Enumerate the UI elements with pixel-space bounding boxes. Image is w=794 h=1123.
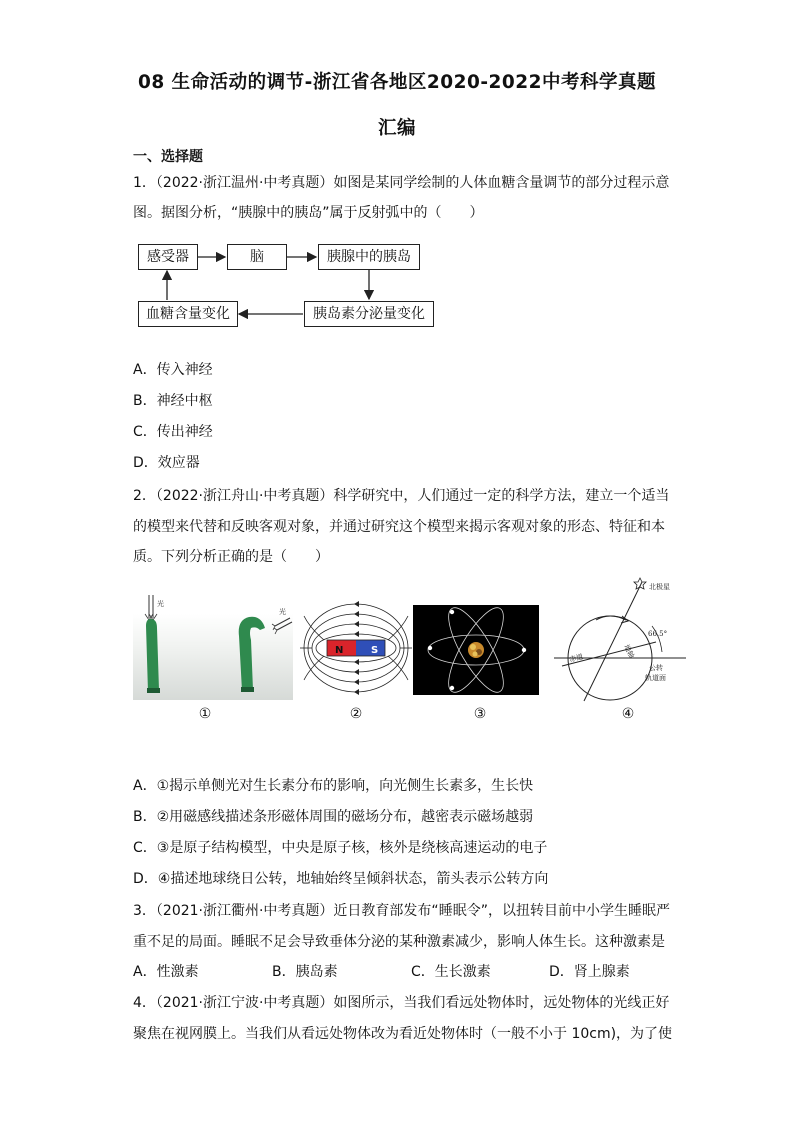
seedling-straight bbox=[146, 619, 159, 692]
section-heading: 一、选择题 bbox=[133, 149, 203, 165]
orbit-label-2: 轨道面 bbox=[645, 674, 666, 682]
q3-option-a: A．性激素 bbox=[133, 964, 199, 980]
q2-option-a: A．①揭示单侧光对生长素分布的影响，向光侧生长素多，生长快 bbox=[133, 778, 534, 794]
figure-caption-3: ③ bbox=[473, 706, 487, 722]
q4-stem-line2: 聚焦在视网膜上。当我们从看远处物体改为看近处物体时（一般不小于 10cm)，为了使 bbox=[133, 1026, 673, 1042]
figure-magnet-field bbox=[300, 598, 412, 696]
figure-atom-model bbox=[413, 605, 539, 695]
magnet-n-label: N bbox=[335, 645, 344, 656]
flow-box-brain: 脑 bbox=[227, 244, 287, 270]
magnet-s-label: S bbox=[371, 645, 379, 656]
q2-option-d: D．④描述地球绕日公转，地轴始终呈倾斜状态，箭头表示公转方向 bbox=[133, 871, 549, 887]
orbit-label-1: 公转 bbox=[649, 664, 663, 672]
q3-stem-line1: 3．（2021·浙江衢州·中考真题）近日教育部发布“睡眠令”，以扭转目前中小学生睡眠严 bbox=[133, 903, 670, 919]
q1-option-d: D．效应器 bbox=[133, 455, 200, 471]
q3-option-d: D．肾上腺素 bbox=[549, 964, 630, 980]
q2-option-c: C．③是原子结构模型，中央是原子核，核外是绕核高速运动的电子 bbox=[133, 840, 548, 856]
q1-option-b: B．神经中枢 bbox=[133, 393, 213, 409]
flow-box-receptor: 感受器 bbox=[138, 244, 198, 270]
flow-box-glucose: 血糖含量变化 bbox=[138, 301, 238, 327]
flow-arrows bbox=[0, 0, 794, 400]
figure-earth-tilt bbox=[552, 576, 692, 704]
q1-option-a: A．传入神经 bbox=[133, 362, 213, 378]
angle-label: 66.5° bbox=[648, 630, 668, 638]
document-title-line1: 08 生命活动的调节-浙江省各地区2020-2022中考科学真题 bbox=[137, 72, 657, 93]
figure-caption-2: ② bbox=[349, 706, 363, 722]
document-title-line2: 汇编 bbox=[377, 118, 416, 139]
figure-phototropism bbox=[133, 592, 293, 700]
q1-stem-line1: 1．（2022·浙江温州·中考真题）如图是某同学绘制的人体血糖含量调节的部分过程示意 bbox=[133, 175, 670, 191]
q2-stem-line2: 的模型来代替和反映客观对象，并通过研究这个模型来揭示客观对象的形态、特征和本 bbox=[133, 519, 665, 535]
figure-caption-1: ① bbox=[198, 706, 212, 722]
q3-stem-line2: 重不足的局面。睡眠不足会导致垂体分泌的某种激素减少，影响人体生长。这种激素是 bbox=[133, 934, 665, 950]
light-label-1: 光 bbox=[157, 600, 164, 608]
q4-stem-line1: 4．（2021·浙江宁波·中考真题）如图所示，当我们看远处物体时，远处物体的光线正好 bbox=[133, 995, 670, 1011]
q2-stem-line1: 2．（2022·浙江舟山·中考真题）科学研究中，人们通过一定的科学方法，建立一个适当 bbox=[133, 488, 670, 504]
q3-option-b: B．胰岛素 bbox=[272, 964, 338, 980]
flow-box-secretion: 胰岛素分泌量变化 bbox=[304, 301, 434, 327]
q1-stem-line2: 图。据图分析，“胰腺中的胰岛”属于反射弧中的（ ） bbox=[133, 205, 484, 221]
q2-option-b: B．②用磁感线描述条形磁体周围的磁场分布，越密表示磁场越弱 bbox=[133, 809, 534, 825]
polaris-label: 北极星 bbox=[649, 583, 670, 591]
q2-stem-line3: 质。下列分析正确的是（ ） bbox=[133, 549, 329, 565]
q1-option-c: C．传出神经 bbox=[133, 424, 213, 440]
equator-label: 赤道 bbox=[568, 652, 585, 664]
axis-label: 地轴 bbox=[622, 643, 636, 660]
figure-caption-4: ④ bbox=[621, 706, 635, 722]
q3-option-c: C．生长激素 bbox=[411, 964, 491, 980]
polaris-star-icon bbox=[634, 578, 646, 589]
light-label-2: 光 bbox=[279, 608, 286, 616]
flow-box-islet: 胰腺中的胰岛 bbox=[318, 244, 420, 270]
